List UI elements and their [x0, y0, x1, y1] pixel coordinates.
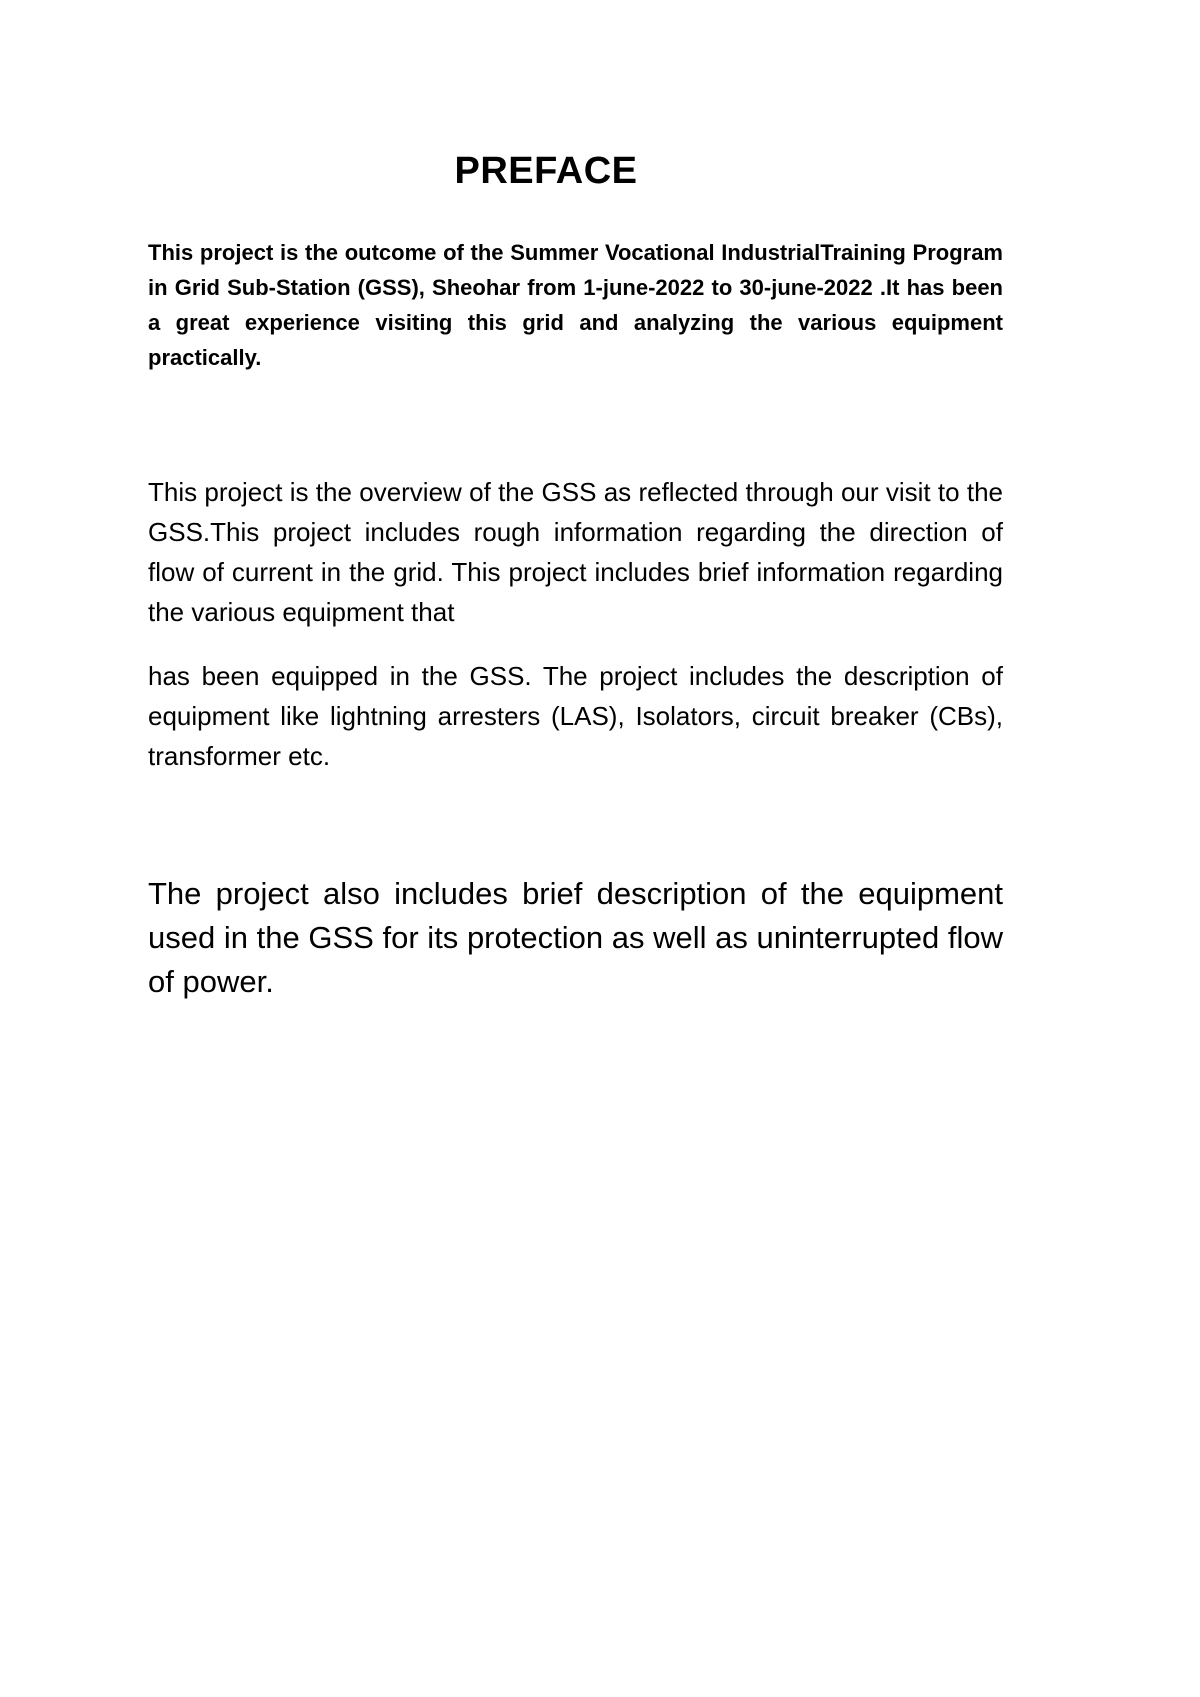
- intro-paragraph: This project is the outcome of the Summer Vocational IndustrialTraining Program in Grid Sub-Station (GSS), Sheohar from 1-june-2022 to 30-june-2022 .It has been a great experience visiting this grid and analyzing the various equipment practically.: [148, 240, 1003, 370]
- page-title: PREFACE: [454, 150, 638, 192]
- equipment-paragraph: has been equipped in the GSS. The project includes the description of equipment like lightning arresters (LAS), Isolators, circuit breaker (CBs), transformer etc.: [148, 661, 1003, 771]
- protection-paragraph: The project also includes brief description of the equipment used in the GSS for its protection as well as uninterrupted flow of power.: [148, 876, 1003, 999]
- overview-paragraph: This project is the overview of the GSS as reflected through our visit to the GSS.This project includes rough information regarding the direction of flow of current in the grid. This project includes brief information regarding the various equipment that: [148, 477, 1003, 627]
